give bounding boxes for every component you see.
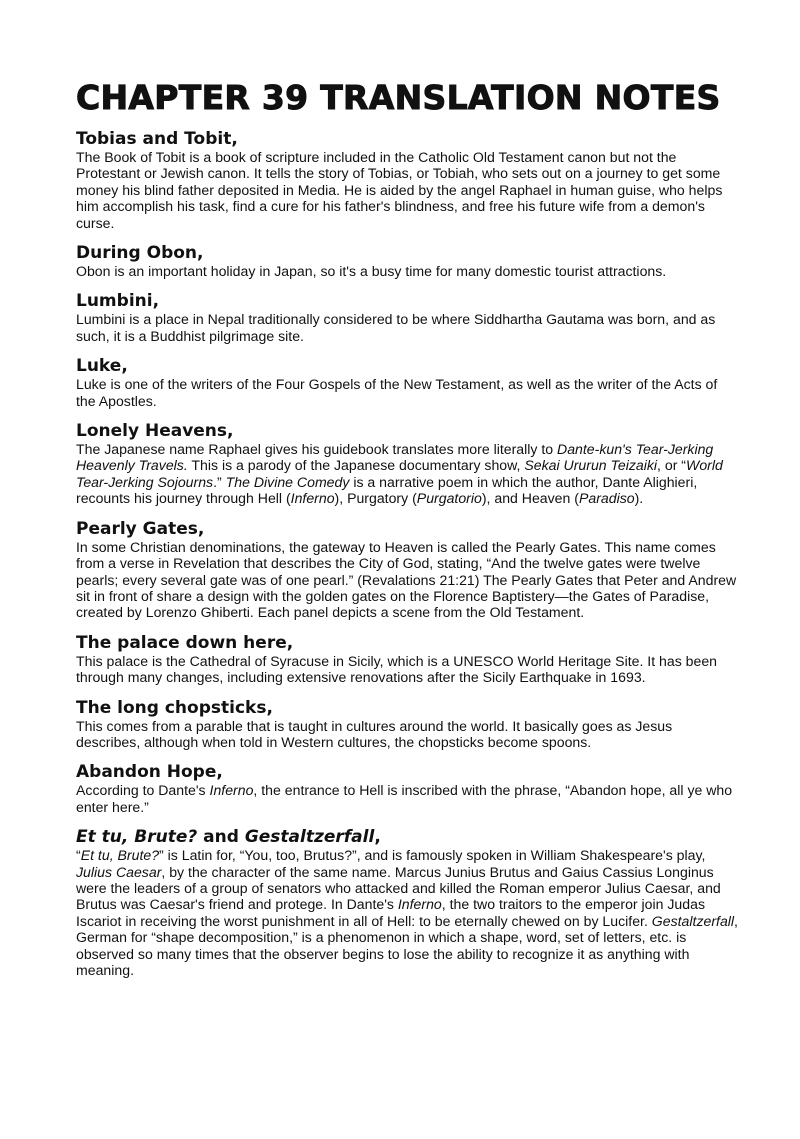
translation-note [76,130,740,231]
note-heading [76,244,740,263]
note-heading [76,357,740,376]
italic-text: Julius Caesar [76,863,162,880]
italic-text: Inferno [209,782,254,799]
text-run: Lumbini is a place in Nepal traditionally considered to be where Siddhartha Gautama was born, and as such, it is a Buddhist pilgrimage site. [76,311,716,344]
text-run: “ [76,847,81,864]
text-run: Obon is an important holiday in Japan, so it's a busy time for many domestic tourist attractions. [76,263,667,280]
text-run: The palace down here, [76,632,294,653]
note-body [76,539,740,621]
translation-note [76,699,740,751]
translation-note [76,828,740,978]
text-run: ), and Heaven ( [481,490,579,507]
text-run: Lumbini, [76,291,160,312]
text-run: The long chopsticks, [76,697,273,718]
note-body [76,376,740,409]
note-heading [76,763,740,782]
note-body [76,263,740,279]
text-run: The Book of Tobit is a book of scripture included in the Catholic Old Testament canon but not the Protestant or Jewish canon. It tells the story of Tobias, or Tobiah, who sets out on a journey to get some money his blind father deposited in Media. He is aided by the angel Raphael in human guise, who helps him accomplish his task, find a cure for his father's blindness, and free his future wife from a demon's curse. [76,149,723,231]
note-heading [76,422,740,441]
text-run: In some Christian denominations, the gateway to Heaven is called the Pearly Gates. This name comes from a verse in Revelation that describes the City of God, stating, “And the twelve gates were twelve pearls; every several gate was of one pearl.” (Revalations 21:21) The Pearly Gates that Peter and Andrew sit in front of share a design with the golden gates on the Florence Baptistery—the Gates of Paradise, created by Lorenzo Ghiberti. Each panel depicts a scene from the Old Testament. [76,538,737,621]
text-run: Luke is one of the writers of the Four Gospels of the New Testament, as well as the writer of the Acts of the Apostles. [76,376,718,409]
italic-text: Dante-kun's Tear-Jerking Heavenly Travels. [76,441,714,474]
italic-text: Sekai Ururun Teizaiki [524,457,658,474]
note-heading [76,634,740,653]
note-heading [76,130,740,149]
translation-note [76,763,740,815]
note-body [76,441,740,507]
translation-note [76,422,740,507]
text-run: This is a parody of the Japanese documentary show, [187,457,525,474]
text-run: is a narrative poem in which the author, Dante Alighieri, recounts his journey through Hell ( [76,473,698,507]
text-run: Pearly Gates, [76,518,205,539]
note-body [76,653,740,686]
notes-list [76,130,740,978]
page-title: CHAPTER 39 TRANSLATION NOTES [76,78,721,117]
text-run: Luke, [76,356,128,377]
text-run: , by the character of the same name. Marcus Junius Brutus and Gaius Cassius Longinus were the leaders of a group of senators who attacked and killed the Roman emperor Julius Caesar, and Brutus was Caesar's friend and protege. In Dante's [76,863,721,913]
note-heading [76,828,740,847]
italic-text: Paradiso [578,490,635,507]
translation-note [76,244,740,279]
text-run: and [197,827,245,848]
text-run: Tobias and Tobit, [76,129,238,149]
text-run: This palace is the Cathedral of Syracuse in Sicily, which is a UNESCO World Heritage Site. It has been through many changes, including extensive renovations after the Sicily Earthquake in 1693. [76,652,718,686]
note-body [76,311,740,344]
note-heading [76,699,740,718]
text-run: , the two traitors to the emperor join Judas Iscariot in receiving the worst punishment in all of Hell: to be eternally chewed on by Lucifer. [76,896,705,929]
translation-note [76,634,740,686]
text-run: Abandon Hope, [76,762,223,783]
note-body [76,718,740,751]
italic-text: The Divine Comedy [225,473,350,490]
note-body [76,149,740,231]
italic-text: Gestaltzerfall [244,827,375,848]
text-run: Lonely Heavens, [76,421,234,442]
text-run: , or “ [657,457,687,474]
italic-text: Purgatorio [416,490,482,507]
italic-text: Gestaltzerfall [651,912,735,929]
note-heading [76,520,740,539]
note-heading [76,292,740,311]
italic-text: World Tear-Jerking Sojourns [76,457,723,490]
text-run: , [374,827,381,848]
note-body [76,847,740,978]
text-run: , the entrance to Hell is inscribed with the phrase, “Abandon hope, all ye who enter here.” [76,782,733,815]
text-run: ). [634,490,644,507]
italic-text: Inferno [290,490,335,507]
text-run: , German for “shape decomposition,” is a phenomenon in which a shape, word, set of letters, etc. is observed so many times that the observer begins to lose the ability to recognize it as anything with meaning. [76,912,738,978]
text-run: During Obon, [76,243,204,264]
note-body [76,782,740,815]
text-run: ” is Latin for, “You, too, Brutus?”, and is famously spoken in William Shakespeare's play, [159,847,706,864]
translation-note [76,357,740,409]
text-run: ), Purgatory ( [334,490,417,507]
text-run: This comes from a parable that is taught in cultures around the world. It basically goes as Jesus describes, although when told in Western cultures, the chopsticks become spoons. [76,717,673,750]
text-run: .” [213,473,226,490]
italic-text: Et tu, Brute? [80,847,160,864]
translation-note [76,292,740,344]
text-run: The Japanese name Raphael gives his guidebook translates more literally to [76,441,558,458]
text-run: According to Dante's [76,782,210,799]
italic-text: Et tu, Brute? [76,827,198,848]
italic-text: Inferno [397,896,442,913]
translation-note [76,520,740,621]
